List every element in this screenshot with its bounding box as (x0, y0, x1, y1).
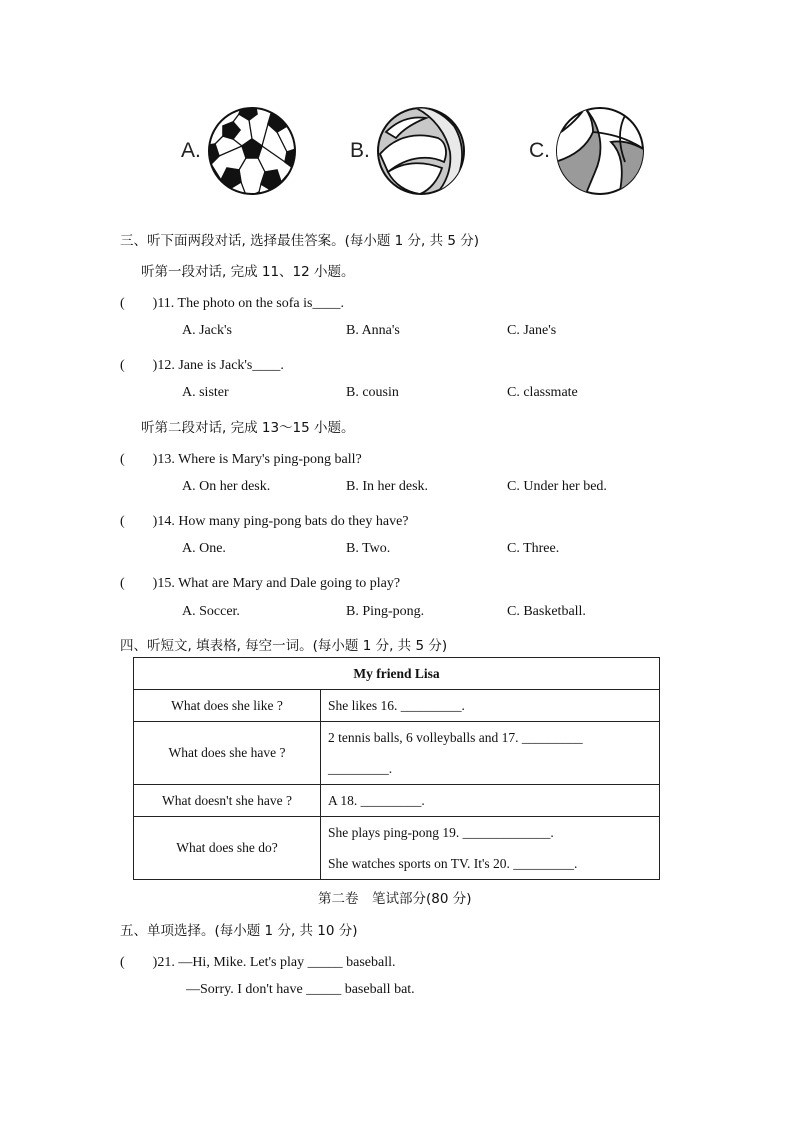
table-title: My friend Lisa (134, 658, 660, 690)
table-row (134, 690, 660, 722)
table-question: What does she do? (134, 817, 321, 880)
question-15-option-c: C. Basketball. (507, 604, 586, 619)
question-12-option-c: C. classmate (507, 385, 578, 400)
question-11-option-c: C. Jane's (507, 323, 557, 338)
soccer-ball-icon (207, 106, 297, 196)
table-row (134, 817, 660, 880)
table-row (134, 785, 660, 817)
question-13-option-b: B. In her desk. (346, 479, 429, 494)
question-14-option-c: C. Three. (507, 541, 560, 556)
table-question: What doesn't she have ? (134, 785, 321, 817)
table-answer (321, 722, 660, 785)
answer-line: 2 tennis balls, 6 volleyballs and 17. _________ (328, 730, 583, 745)
dialog2-heading: 听第二段对话, 完成 13～15 小题。 (141, 420, 355, 436)
question-13-option-a: A. On her desk. (182, 479, 271, 494)
table-answer (321, 690, 660, 722)
question-14-stem: ( )14. How many ping-pong bats do they have? (120, 514, 409, 529)
section4-title: 四、听短文, 填表格, 每空一词。(每小题 1 分, 共 5 分) (120, 638, 448, 654)
answer-line: _________. (328, 761, 393, 776)
question-11-option-b: B. Anna's (346, 323, 400, 338)
answer-line: She watches sports on TV. It's 20. _________. (328, 856, 578, 871)
option-c-label: C. (529, 139, 550, 162)
part2-heading: 第二卷 笔试部分(80 分) (318, 891, 472, 907)
question-13-option-c: C. Under her bed. (507, 479, 607, 494)
table-row (134, 722, 660, 785)
question-13-stem: ( )13. Where is Mary's ping-pong ball? (120, 452, 362, 467)
question-14-option-a: A. One. (182, 541, 226, 556)
question-12-option-b: B. cousin (346, 385, 399, 400)
lisa-table (133, 657, 660, 880)
question-15-option-b: B. Ping-pong. (346, 604, 425, 619)
table-answer (321, 817, 660, 880)
question-21-line1: ( )21. —Hi, Mike. Let's play _____ baseball. (120, 955, 396, 970)
section3-title: 三、听下面两段对话, 选择最佳答案。(每小题 1 分, 共 5 分) (120, 233, 480, 249)
section5-title: 五、单项选择。(每小题 1 分, 共 10 分) (120, 923, 358, 939)
dialog1-heading: 听第一段对话, 完成 11、12 小题。 (141, 264, 355, 280)
question-12-stem: ( )12. Jane is Jack's____. (120, 358, 284, 373)
basketball-icon (555, 106, 645, 196)
table-question: What does she like ? (134, 690, 321, 722)
option-b-label: B. (350, 139, 370, 162)
answer-line: A 18. _________. (328, 792, 425, 808)
option-a-label: A. (181, 139, 201, 162)
question-11-option-a: A. Jack's (182, 323, 232, 338)
question-21-line2: —Sorry. I don't have _____ baseball bat. (186, 982, 415, 997)
answer-line: She likes 16. _________. (328, 697, 465, 713)
volleyball-icon (376, 106, 466, 196)
question-14-option-b: B. Two. (346, 541, 391, 556)
question-11-stem: ( )11. The photo on the sofa is____. (120, 296, 344, 311)
answer-line: She plays ping-pong 19. _____________. (328, 825, 554, 840)
question-15-option-a: A. Soccer. (182, 604, 240, 619)
question-12-option-a: A. sister (182, 385, 229, 400)
table-question: What does she have ? (134, 722, 321, 785)
table-answer (321, 785, 660, 817)
question-15-stem: ( )15. What are Mary and Dale going to play? (120, 576, 401, 591)
